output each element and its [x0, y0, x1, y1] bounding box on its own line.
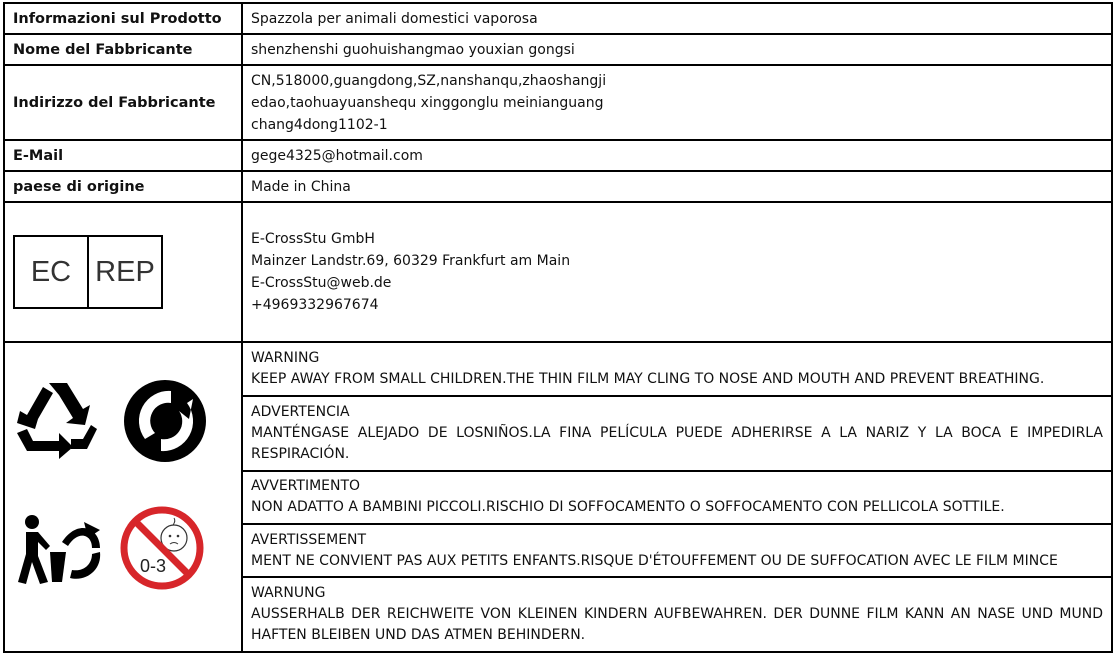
ec-rep-line: E-CrossStu GmbH	[251, 231, 375, 247]
address-line: edao,taohuayuanshequ xinggonglu meinianguang	[251, 94, 604, 111]
row-value: Made in China	[242, 171, 1112, 202]
warning-text: MANTÉNGASE ALEJADO DE LOSNIÑOS.LA FINA PELÍCULA PUEDE ADHERIRSE A LA NARIZ Y LA BOCA E IMPEDIRLA RESPIRACIÓN.	[251, 424, 1103, 462]
ec-rep-badge	[13, 235, 163, 309]
address-line: CN,518000,guangdong,SZ,nanshanqu,zhaoshangji	[251, 72, 607, 89]
ec-rep-line: E-CrossStu@web.de	[251, 275, 392, 291]
row-label: E-Mail	[4, 140, 242, 171]
row-value: shenzhenshi guohuishangmao youxian gongsi	[242, 34, 1112, 65]
ec-rep-line: +4969332967674	[251, 297, 379, 313]
row-value: Spazzola per animali domestici vaporosa	[242, 3, 1112, 34]
warning-de	[242, 577, 1112, 652]
ec-rep-cell	[4, 202, 242, 342]
ec-rep-line: Mainzer Landstr.69, 60329 Frankfurt am Main	[251, 253, 571, 269]
table-row	[4, 3, 1112, 34]
table-row	[4, 171, 1112, 202]
symbols-graphic	[5, 343, 239, 647]
ec-rep-badge-right: REP	[87, 237, 161, 307]
table-row	[4, 34, 1112, 65]
table-row	[4, 342, 1112, 396]
warning-fr	[242, 524, 1112, 577]
table-row	[4, 140, 1112, 171]
tidyman-icon	[18, 515, 100, 584]
row-label: Nome del Fabbricante	[4, 34, 242, 65]
table-row	[4, 65, 1112, 140]
warning-it	[242, 471, 1112, 525]
warning-text: MENT NE CONVIENT PAS AUX PETITS ENFANTS.RISQUE D'ÉTOUFFEMENT OU DE SUFFOCATION AVEC LE FILM MINCE	[251, 552, 1058, 569]
green-dot-icon	[124, 380, 206, 462]
email-value: gege4325@hotmail.com	[242, 140, 1112, 171]
warning-text: KEEP AWAY FROM SMALL CHILDREN.THE THIN FILM MAY CLING TO NOSE AND MOUTH AND PREVENT BREATHING.	[251, 370, 1045, 387]
no-children-0-3-icon	[124, 510, 200, 586]
table-row	[4, 202, 1112, 342]
warning-title: ADVERTENCIA	[251, 403, 350, 420]
row-label: Informazioni sul Prodotto	[4, 3, 242, 34]
warning-title: AVVERTIMENTO	[251, 478, 361, 495]
recycle-icon	[17, 383, 97, 459]
row-label: paese di origine	[4, 171, 242, 202]
row-label: Indirizzo del Fabbricante	[4, 65, 242, 140]
ec-rep-badge-left: EC	[30, 255, 72, 288]
warning-title: WARNING	[251, 349, 320, 366]
warning-title: WARNUNG	[251, 585, 326, 601]
manufacturer-address	[242, 65, 1112, 140]
age-range-label: 0-3	[140, 556, 167, 576]
address-line: chang4dong1102-1	[251, 116, 388, 133]
warning-title: AVERTISSEMENT	[251, 531, 367, 548]
symbols-cell	[4, 342, 242, 652]
warning-es	[242, 396, 1112, 471]
warning-en	[242, 342, 1112, 396]
ec-rep-details	[242, 202, 1112, 342]
warning-text: NON ADATTO A BAMBINI PICCOLI.RISCHIO DI SOFFOCAMENTO O SOFFOCAMENTO CON PELLICOLA SOTTILE.	[251, 499, 1005, 516]
product-info-table	[3, 2, 1113, 653]
warning-text: AUSSERHALB DER REICHWEITE VON KLEINEN KINDERN AUFBEWAHREN. DER DUNNE FILM KANN AN NASE UND MUND HAFTEN BLEIBEN UND DAS ATMEN BEHINDERN.	[251, 606, 1103, 643]
